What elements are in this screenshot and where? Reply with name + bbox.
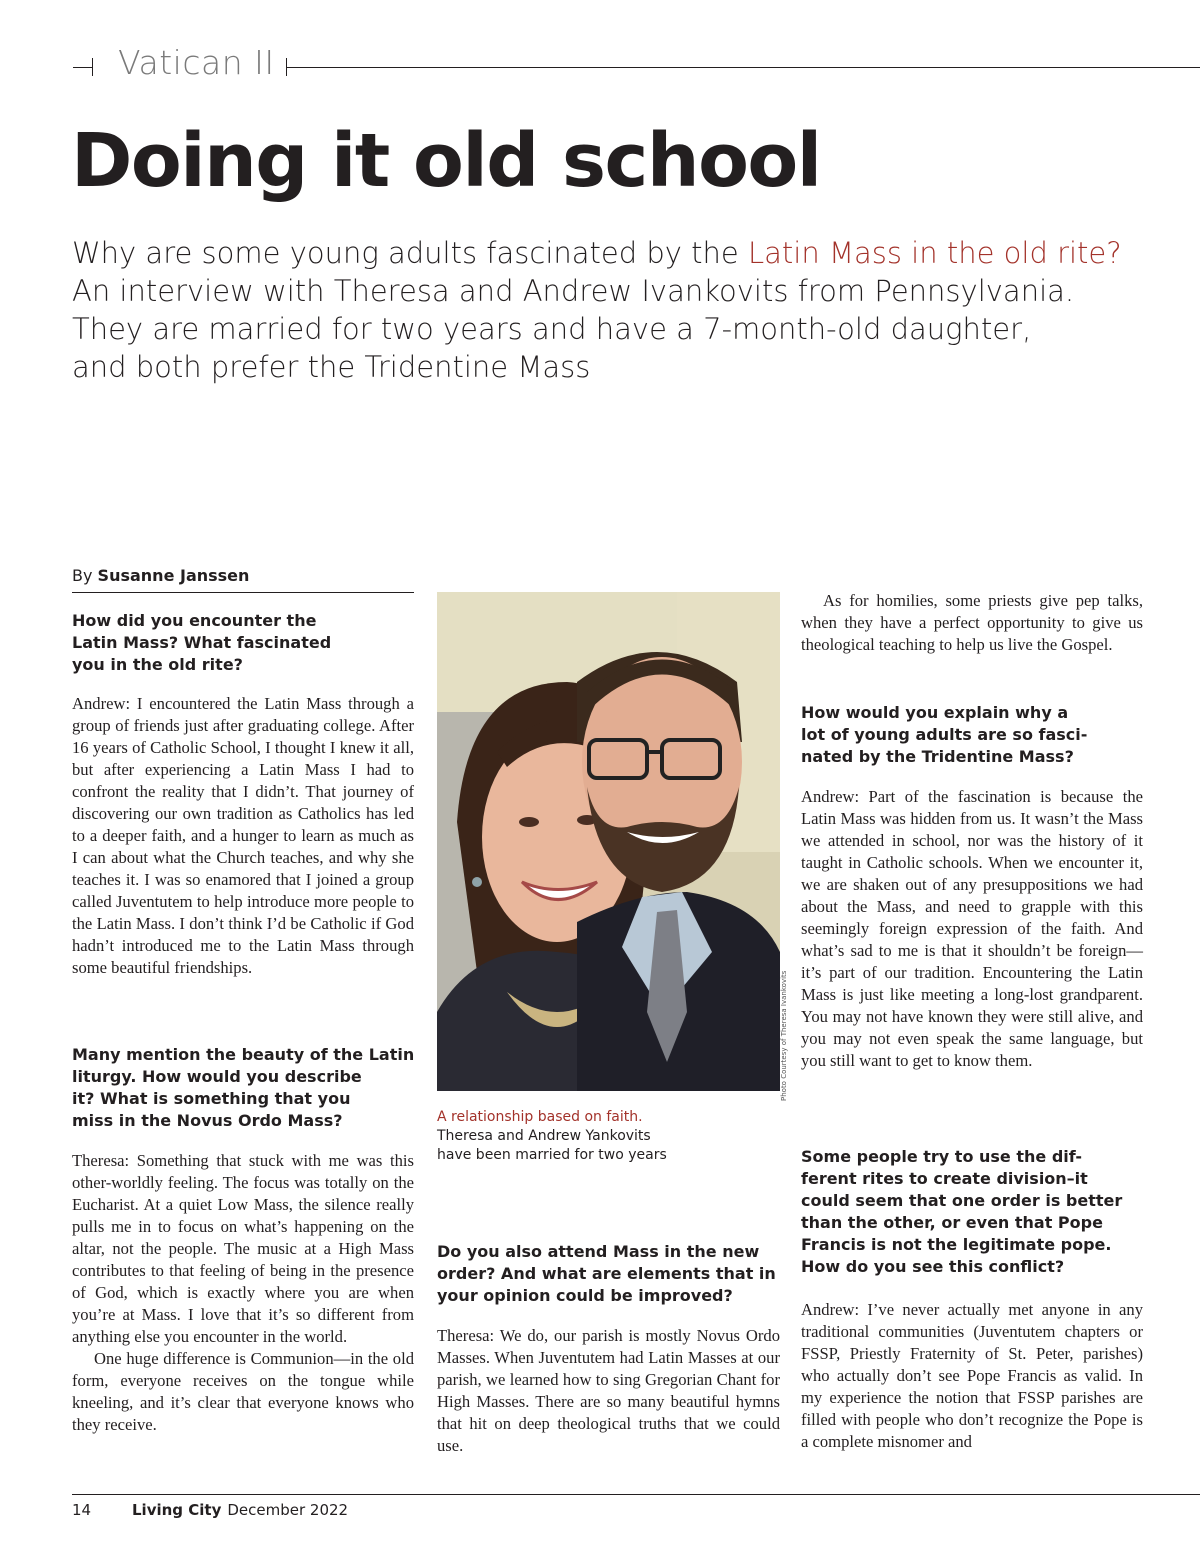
question-3-line: your opinion could be improved? (437, 1286, 733, 1305)
article-title: Doing it old school (71, 118, 821, 204)
photo-credit: Photo Courtesy of Theresa Ivankovits (780, 970, 788, 1101)
question-2-line: Many mention the beauty of the Latin (72, 1045, 415, 1064)
question-4 (801, 702, 1143, 768)
answer-4-text: Andrew: Part of the fascination is because the Latin Mass was hidden from us. It wasn’t the Mass we attended in school, nor was the history of it taught in Catholic schools. When we encounter it, we are shaken out of any presuppositions we had about the Mass, and need to grapple with this seemingly foreign expression of the faith. And what’s sad to me is that it shouldn’t be foreign—it’s part of our tradition. Encountering the Latin Mass is just like meeting a long-lost grandparent. You may not have known they were still alive, and you may not even speak the same language, but you still want to get to know them. (801, 787, 1143, 1070)
answer-1 (72, 693, 414, 979)
question-4-line: How would you explain why a (801, 703, 1069, 722)
answer-4 (801, 786, 1143, 1072)
caption-line: have been married for two years (437, 1147, 667, 1163)
byline (72, 566, 249, 585)
caption-line: Theresa and Andrew Yankovits (437, 1128, 651, 1144)
subtitle-line-2: An interview with Theresa and Andrew Ivankovits from Pennsylvania. (72, 274, 1075, 308)
couple-photo (437, 592, 780, 1091)
subtitle-line-3: They are married for two years and have a 7-month-old daughter, (72, 312, 1032, 346)
question-5 (801, 1146, 1143, 1278)
answer-5-text: Andrew: I’ve never actually met anyone in any traditional communities (Juventutem chapters or FSSP, Priestly Fraternity of St. Peter, parishes) who actually don’t see Pope Francis as valid. In my experience the notion that FSSP parishes are filled with people who don’t recognize the Pope is a complete misnomer and (801, 1300, 1143, 1451)
question-4-line: nated by the Tridentine Mass? (801, 747, 1074, 766)
caption-highlight: A relationship based on faith. (437, 1109, 643, 1125)
page-number: 14 (72, 1501, 92, 1519)
answer-3 (437, 1325, 780, 1457)
section-tick-left (92, 58, 93, 76)
question-5-line: could seem that one order is better (801, 1191, 1123, 1210)
question-2 (72, 1044, 414, 1132)
answer-2 (72, 1150, 414, 1436)
magazine-name: Living City (132, 1501, 222, 1519)
section-rule-right (286, 67, 1200, 68)
answer-3-continued-text: As for homilies, some priests give pep talks, when they have a perfect opportunity to give us theological teaching to help us live the Gospel. (801, 591, 1143, 654)
footer-rule (72, 1494, 1200, 1495)
byline-rule (72, 592, 414, 593)
subtitle-line-4: and both prefer the Tridentine Mass (72, 350, 591, 384)
byline-author: Susanne Janssen (97, 566, 250, 585)
answer-3-text: Theresa: We do, our parish is mostly Novus Ordo Masses. When Juventutem had Latin Masses at our parish, we learned how to sing Gregorian Chant for High Masses. There are so many beautiful hymns that hit on deep theological truths that we could use. (437, 1326, 780, 1455)
byline-prefix: By (72, 566, 93, 585)
question-1-line: Latin Mass? What fascinated (72, 633, 332, 652)
issue-date: December 2022 (227, 1501, 349, 1519)
question-3-line: Do you also attend Mass in the new (437, 1242, 760, 1261)
section-rule-left (73, 67, 93, 68)
question-5-line: Some people try to use the dif- (801, 1147, 1083, 1166)
question-3 (437, 1241, 780, 1307)
subtitle-line-1 (72, 234, 1172, 272)
question-2-line: miss in the Novus Ordo Mass? (72, 1111, 343, 1130)
question-5-line: ferent rites to create division–it (801, 1169, 1088, 1188)
article-subtitle (72, 234, 1172, 386)
question-1 (72, 610, 414, 676)
question-2-line: liturgy. How would you describe (72, 1067, 362, 1086)
question-1-line: How did you encounter the (72, 611, 317, 630)
question-5-line: Francis is not the legitimate pope. (801, 1235, 1112, 1254)
photo-caption (437, 1108, 780, 1165)
question-1-line: you in the old rite? (72, 655, 243, 674)
question-2-line: it? What is something that you (72, 1089, 351, 1108)
question-4-line: lot of young adults are so fasci- (801, 725, 1088, 744)
answer-3-continued (801, 590, 1143, 656)
question-5-line: than the other, or even that Pope (801, 1213, 1103, 1232)
question-3-line: order? And what are elements that in (437, 1264, 776, 1283)
page-footer (72, 1501, 348, 1519)
subtitle-line-1-text: Why are some young adults fascinated by the (72, 236, 748, 270)
question-5-line: How do you see this conflict? (801, 1257, 1065, 1276)
answer-2-paragraph-1: Theresa: Something that stuck with me was this other-worldly feeling. The focus was totally on the Eucharist. At a quiet Low Mass, the silence really pulls me in to focus on what’s happening on the altar, not the people. The music at a High Mass contributes to that feeling of being in the presence of God, which is exactly where you are when you’re at Mass. I love that it’s so different from anything else you encounter in the world. (72, 1151, 414, 1346)
answer-1-text: Andrew: I encountered the Latin Mass through a group of friends just after graduating college. After 16 years of Catholic School, I thought I knew it all, but after experiencing a Latin Mass I had to confront the reality that I didn’t. That journey of discovering our own tradition as Catholics has led to a deeper faith, and a hunger to learn as much as I can about what the Church teaches, and why she teaches it. I was so enamored that I joined a group called Juventutem to help introduce more people to the Latin Mass. I don’t think I’d be Catholic if God hadn’t introduced me to the Latin Mass through some beautiful friendships. (72, 694, 414, 977)
section-label: Vatican II (118, 43, 275, 82)
answer-5 (801, 1299, 1143, 1453)
subtitle-highlight: Latin Mass in the old rite? (748, 236, 1122, 270)
answer-2-paragraph-2: One huge difference is Communion—in the old form, everyone receives on the tongue while kneeling, and it’s clear that everyone knows who they receive. (72, 1349, 414, 1434)
